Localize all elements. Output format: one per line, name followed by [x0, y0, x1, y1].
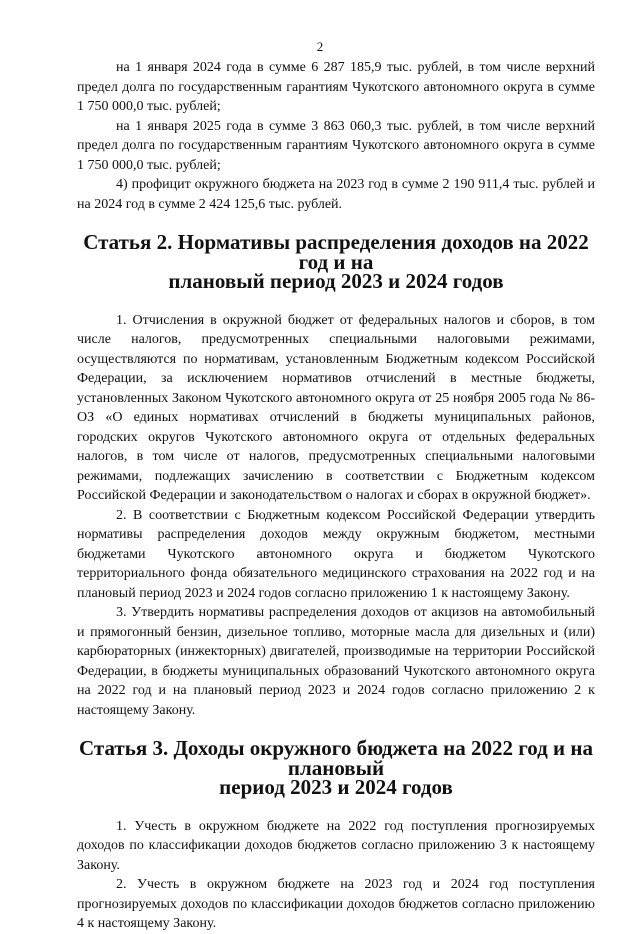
- debt-limit-2025-paragraph: на 1 января 2025 года в сумме 3 863 060,3 тыс. рублей, в том числе верхний предел долга по государственным гарантиям Чукотского автономного округа в сумме 1 750 000,0 тыс. рублей;: [77, 118, 595, 173]
- page-number: 2: [316, 39, 324, 54]
- article-3-heading-line2: период 2023 и 2024 годов: [219, 775, 453, 799]
- article-2-paragraph-1: 1. Отчисления в окружной бюджет от федеральных налогов и сборов, в том числе налогов, предусмотренных специальными налоговыми режимами, осуществляются по нормативам, установленным Бюджетным кодексом Российской Федерации, за исключением нормативов отчислений в местные бюджеты, установленных Законом Чукотского автономного округа от 25 ноября 2005 года № 86-ОЗ «О единых нормативах отчислений в бюджеты муниципальных районов, городских округов Чукотского автономного округа от отдельных федеральных налогов, в том числе от налогов, предусмотренных специальными налоговыми режимами, подлежащих зачислению в соответствии с Бюджетным кодексом Российской Федерации и законодательством о налогах и сборах в окружной бюджет».: [77, 312, 595, 503]
- article-3-paragraph-1: 1. Учесть в окружном бюджете на 2022 год поступления прогнозируемых доходов по классификации доходов бюджетов согласно приложению 3 к настоящему Закону.: [77, 818, 595, 873]
- article-2-heading-line2: плановый период 2023 и 2024 годов: [168, 269, 504, 293]
- spacer: [77, 798, 595, 817]
- article-3-heading-line1: Статья 3. Доходы окружного бюджета на 2022 год и на плановый: [79, 736, 593, 780]
- document-body: [77, 58, 595, 934]
- article-2-heading: [77, 230, 595, 293]
- article-2-paragraph-2: 2. В соответствии с Бюджетным кодексом Российской Федерации утвердить нормативы распределения доходов между окружным бюджетом, местными бюджетами Чукотского автономного округа и бюджетом Чукотского территориального фонда обязательного медицинского страхования на 2022 год и на плановый период 2023 и 2024 годов согласно приложению 1 к настоящему Закону.: [77, 507, 595, 601]
- budget-surplus-paragraph: 4) профицит окружного бюджета на 2023 год в сумме 2 190 911,4 тыс. рублей и на 2024 год в сумме 2 424 125,6 тыс. рублей.: [77, 177, 595, 212]
- article-2-paragraph-3: 3. Утвердить нормативы распределения доходов от акцизов на автомобильный и прямогонный бензин, дизельное топливо, моторные масла для дизельных и (или) карбюраторных (инжекторных) двигателей, производимые на территории Российской Федерации, в бюджеты муниципальных образований Чукотского автономного округа на 2022 год и на плановый период 2023 и 2024 годов согласно приложению 2 к настоящему Закону.: [77, 605, 595, 718]
- spacer: [77, 292, 595, 311]
- debt-limit-2024-paragraph: на 1 января 2024 года в сумме 6 287 185,9 тыс. рублей, в том числе верхний предел долга по государственным гарантиям Чукотского автономного округа в сумме 1 750 000,0 тыс. рублей;: [77, 60, 595, 114]
- article-2-heading-line1: Статья 2. Нормативы распределения доходов на 2022 год и на: [83, 230, 589, 274]
- article-3-heading: [77, 736, 595, 799]
- article-3-paragraph-2: 2. Учесть в окружном бюджете на 2023 год и 2024 год поступления прогнозируемых доходов по классификации доходов бюджетов согласно приложению 4 к настоящему Закону.: [77, 877, 595, 931]
